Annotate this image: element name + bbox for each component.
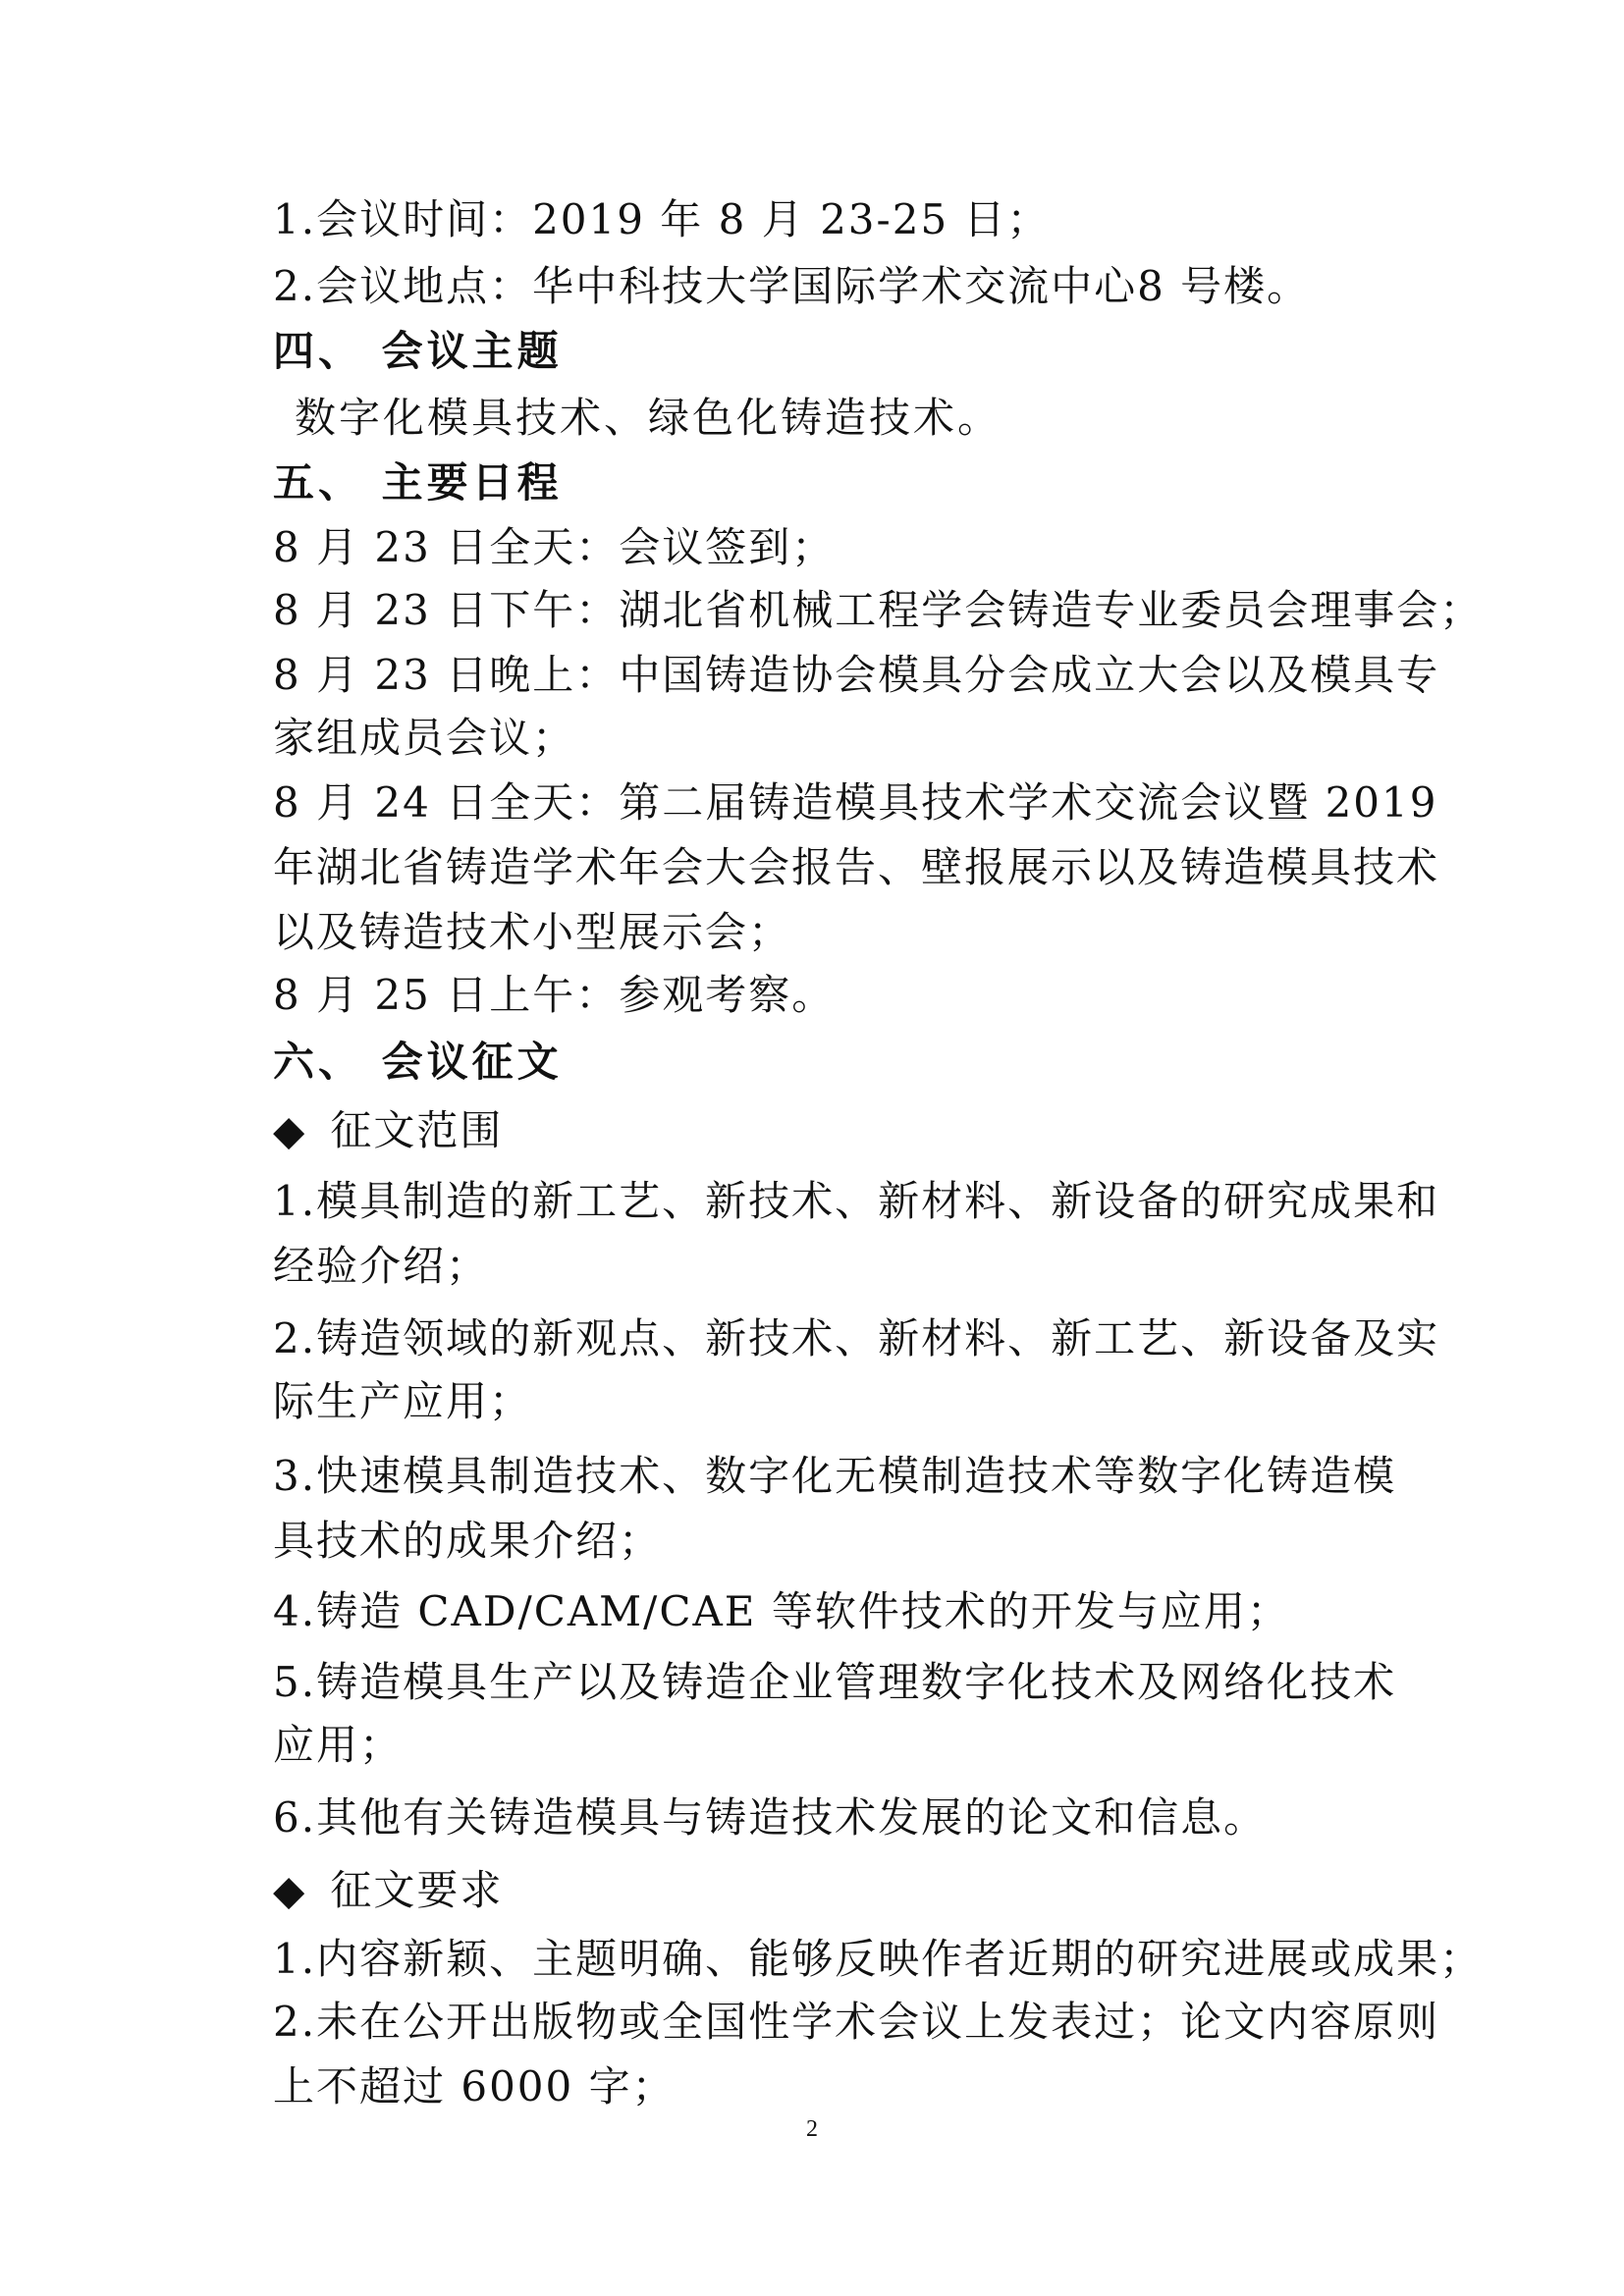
- subheading-requirements-label: 征文要求: [330, 1866, 504, 1914]
- schedule-item-3-cont: 家组成员会议；: [273, 714, 576, 762]
- scope-item-5-cont: 应用；: [273, 1721, 404, 1769]
- schedule-item-3: 8 月 23 日晚上：中国铸造协会模具分会成立大会以及模具专: [273, 651, 1440, 699]
- schedule-item-4-cont-1: 年湖北省铸造学术年会大会报告、壁报展示以及铸造模具技术: [273, 843, 1440, 891]
- diamond-bullet-icon: ◆: [273, 1106, 307, 1154]
- schedule-item-4-cont-2: 以及铸造技术小型展示会；: [273, 908, 792, 956]
- schedule-item-1: 8 月 23 日全天：会议签到；: [273, 523, 836, 571]
- scope-item-2-cont: 际生产应用；: [273, 1377, 533, 1425]
- scope-item-4: 4.铸造 CAD/CAM/CAE 等软件技术的开发与应用；: [273, 1587, 1290, 1635]
- scope-item-3-cont: 具技术的成果介绍；: [273, 1517, 663, 1565]
- meeting-location-line: 2.会议地点：华中科技大学国际学术交流中心8 号楼。: [273, 262, 1311, 310]
- requirement-item-1: 1.内容新颖、主题明确、能够反映作者近期的研究进展或成果；: [273, 1935, 1484, 1983]
- scope-item-1: 1.模具制造的新工艺、新技术、新材料、新设备的研究成果和: [273, 1177, 1440, 1225]
- subheading-scope-label: 征文范围: [330, 1106, 504, 1154]
- subheading-requirements: [273, 1863, 503, 1918]
- scope-item-6: 6.其他有关铸造模具与铸造技术发展的论文和信息。: [273, 1793, 1268, 1842]
- page-number: 2: [806, 2116, 818, 2142]
- section-heading-schedule: 五、 主要日程: [273, 458, 563, 507]
- schedule-item-4: 8 月 24 日全天：第二届铸造模具技术学术交流会议暨 2019: [273, 778, 1438, 827]
- scope-item-1-cont: 经验介绍；: [273, 1242, 490, 1290]
- section-heading-theme: 四、 会议主题: [273, 327, 563, 375]
- requirement-item-2-cont: 上不超过 6000 字；: [273, 2062, 676, 2110]
- requirement-item-2: 2.未在公开出版物或全国性学术会议上发表过；论文内容原则: [273, 1998, 1440, 2046]
- scope-item-5: 5.铸造模具生产以及铸造企业管理数字化技术及网络化技术: [273, 1658, 1397, 1706]
- scope-item-2: 2.铸造领域的新观点、新技术、新材料、新工艺、新设备及实: [273, 1314, 1440, 1362]
- subheading-scope: [273, 1103, 503, 1158]
- scope-item-3: 3.快速模具制造技术、数字化无模制造技术等数字化铸造模: [273, 1452, 1397, 1500]
- section-heading-call-for-papers: 六、 会议征文: [273, 1038, 563, 1086]
- meeting-time-line: 1.会议时间：2019 年 8 月 23-25 日；: [273, 195, 1051, 243]
- schedule-item-5: 8 月 25 日上午：参观考察。: [273, 971, 836, 1019]
- diamond-bullet-icon: ◆: [273, 1866, 307, 1914]
- theme-text: 数字化模具技术、绿色化铸造技术。: [295, 394, 1002, 442]
- schedule-item-2: 8 月 23 日下午：湖北省机械工程学会铸造专业委员会理事会；: [273, 586, 1484, 634]
